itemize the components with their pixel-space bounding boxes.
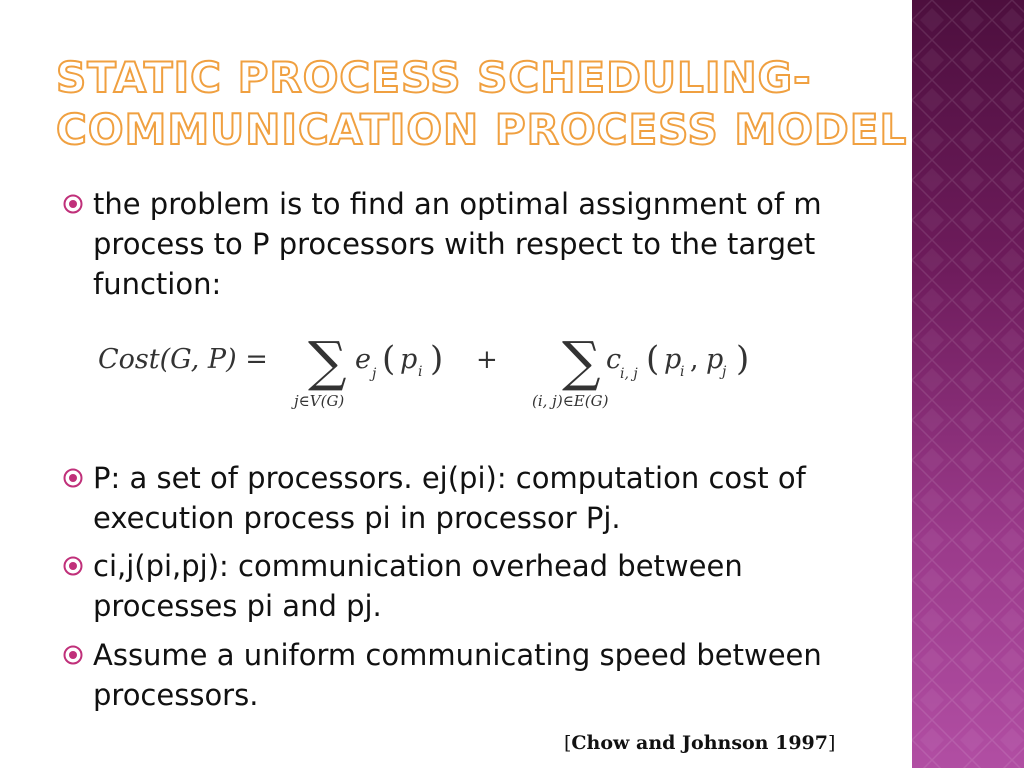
formula-term2-arg-a: p xyxy=(664,344,682,375)
formula-term2-arg-sub-b: j xyxy=(722,364,727,380)
bullet-assumption xyxy=(62,635,862,715)
formula-paren-close-2: ) xyxy=(736,339,750,379)
diamond-pattern xyxy=(912,0,1024,768)
circled-dot-bullet-icon xyxy=(62,555,84,577)
formula-paren-open-1: ( xyxy=(382,339,396,379)
formula-term1-arg: p xyxy=(400,344,418,375)
formula-sum1-under: j∈V(G) xyxy=(294,392,345,410)
slide-title-line-1: STATIC PROCESS SCHEDULING- xyxy=(56,53,812,102)
decorative-side-band xyxy=(912,0,1024,768)
cost-formula xyxy=(96,326,776,426)
citation-text: Chow and Johnson 1997 xyxy=(571,732,828,754)
formula-term1-sub: j xyxy=(372,366,377,382)
formula-paren-open-2: ( xyxy=(646,339,660,379)
formula-term1-arg-sub: i xyxy=(418,364,423,380)
bullet-text: P: a set of processors. ej(pi): computation cost of execution process pi in processor Pj. xyxy=(93,461,806,535)
circled-dot-bullet-icon xyxy=(62,644,84,666)
formula-lhs: Cost(G, P) = xyxy=(98,344,268,375)
citation xyxy=(564,732,835,754)
formula-term2-sub: i, j xyxy=(620,366,638,382)
slide-title xyxy=(56,52,908,156)
cost-formula-graphic xyxy=(96,326,776,426)
citation-close-bracket: ] xyxy=(828,732,836,754)
formula-term2-arg-sub-a: i xyxy=(680,364,685,380)
bullet-text: ci,j(pi,pj): communication overhead between processes pi and pj. xyxy=(93,549,743,623)
citation-open-bracket: [ xyxy=(564,732,572,754)
bullet-problem xyxy=(62,184,862,304)
formula-term2-arg-sep: , xyxy=(690,344,699,375)
summation-symbol-2: ∑ xyxy=(562,330,601,393)
bullet-overhead xyxy=(62,546,862,626)
slide-title-line-2: COMMUNICATION PROCESS MODEL xyxy=(56,105,908,154)
bullet-text: Assume a uniform communicating speed between processors. xyxy=(93,638,822,712)
bullet-definitions xyxy=(62,458,862,538)
formula-sum2-under: (i, j)∈E(G) xyxy=(532,392,609,410)
circled-dot-bullet-icon xyxy=(62,467,84,489)
summation-symbol-1: ∑ xyxy=(308,330,347,393)
circled-dot-bullet-icon xyxy=(62,193,84,215)
formula-term2-arg-b: p xyxy=(706,344,724,375)
bullet-text: the problem is to find an optimal assignment of m process to P processors with respect to the target function: xyxy=(93,187,822,301)
formula-plus: + xyxy=(476,345,498,375)
formula-paren-close-1: ) xyxy=(430,339,444,379)
formula-term1: e xyxy=(355,344,371,375)
formula-term2: c xyxy=(606,344,622,375)
